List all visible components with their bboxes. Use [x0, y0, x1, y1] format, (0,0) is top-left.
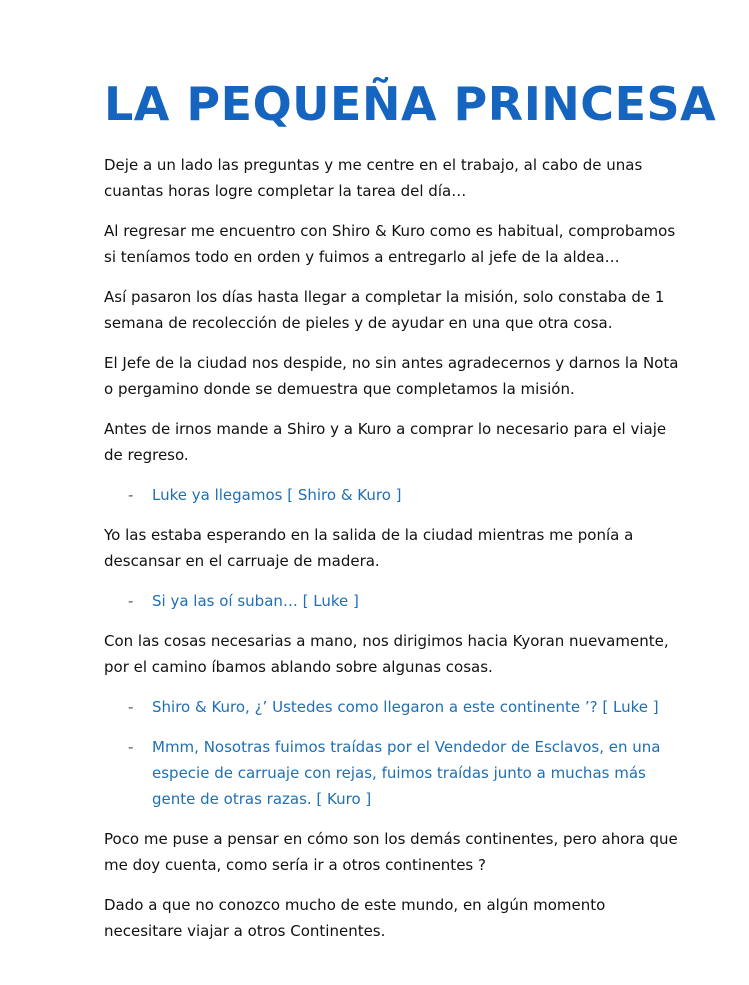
dialogue-dash: -: [128, 486, 134, 504]
dialogue-text: Mmm, Nosotras fuimos traídas por el Vendedor de Esclavos, en una especie de carruaje con rejas, fuimos traídas junto a muchas más gente de otras razas. [ Kuro ]: [152, 738, 661, 808]
paragraph: El Jefe de la ciudad nos despide, no sin antes agradecernos y darnos la Nota o pergamino donde se demuestra que completamos la misión.: [104, 354, 679, 398]
paragraph: Poco me puse a pensar en cómo son los demás continentes, pero ahora que me doy cuenta, como sería ir a otros continentes ?: [104, 830, 678, 874]
dialogue-text: Shiro & Kuro, ¿’ Ustedes como llegaron a este continente ’? [ Luke ]: [152, 698, 659, 716]
paragraph: Con las cosas necesarias a mano, nos dirigimos hacia Kyoran nuevamente, por el camino íbamos ablando sobre algunas cosas.: [104, 632, 669, 676]
dialogue-text: Si ya las oí suban… [ Luke ]: [152, 592, 359, 610]
paragraph: Dado a que no conozco mucho de este mundo, en algún momento necesitare viajar a otros Continentes.: [104, 896, 606, 940]
dialogue-dash: -: [128, 738, 134, 756]
paragraph: Yo las estaba esperando en la salida de la ciudad mientras me ponía a descansar en el carruaje de madera.: [104, 526, 634, 570]
dialogue-dash: -: [128, 592, 134, 610]
dialogue-line: [104, 588, 684, 614]
paragraph: Así pasaron los días hasta llegar a completar la misión, solo constaba de 1 semana de recolección de pieles y de ayudar en una que otra cosa.: [104, 288, 665, 332]
dialogue-text: Luke ya llegamos [ Shiro & Kuro ]: [152, 486, 402, 504]
paragraph: Deje a un lado las preguntas y me centre en el trabajo, al cabo de unas cuantas horas logre completar la tarea del día…: [104, 156, 643, 200]
dialogue-dash: -: [128, 698, 134, 716]
dialogue-line: [104, 734, 684, 812]
paragraph: Al regresar me encuentro con Shiro & Kuro como es habitual, comprobamos si teníamos todo en orden y fuimos a entregarlo al jefe de la aldea…: [104, 222, 676, 266]
paragraph: Antes de irnos mande a Shiro y a Kuro a comprar lo necesario para el viaje de regreso.: [104, 420, 667, 464]
dialogue-line: [104, 482, 684, 508]
dialogue-line: [104, 694, 684, 720]
document-title: LA PEQUEÑA PRINCESA: [104, 77, 717, 131]
document-page: [104, 77, 717, 958]
